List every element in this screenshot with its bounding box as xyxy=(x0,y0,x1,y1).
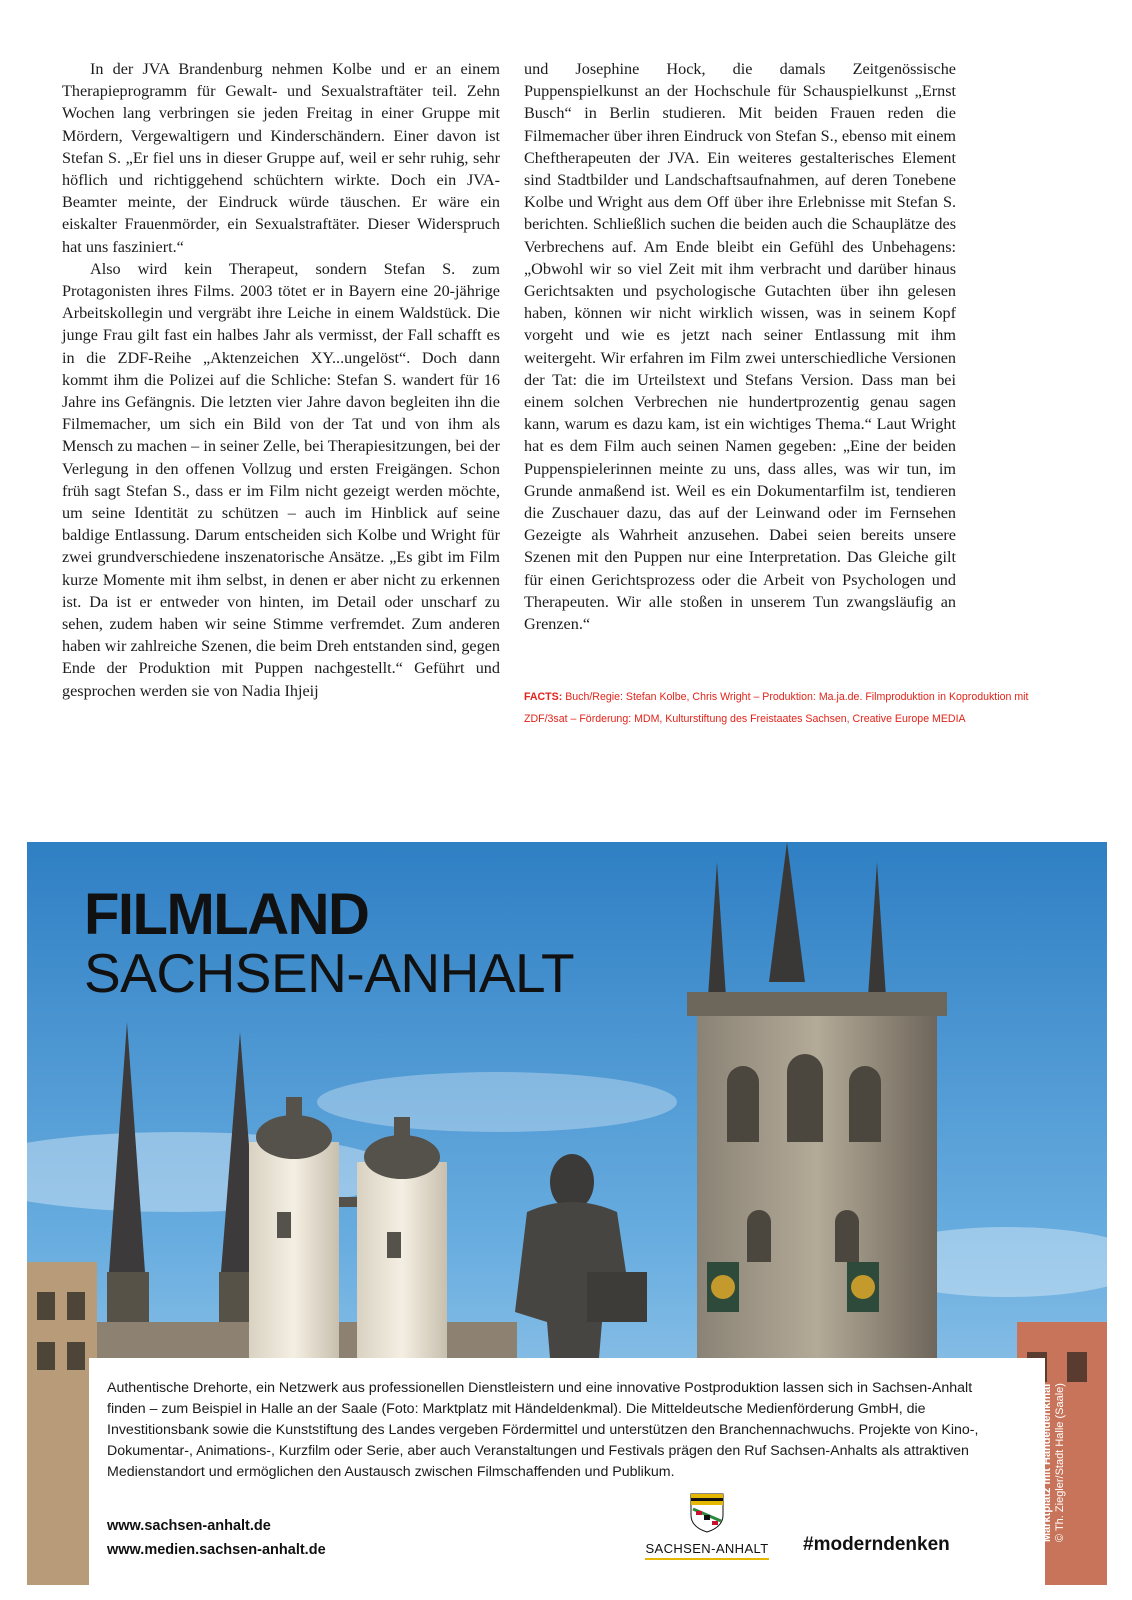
facts-label: FACTS: xyxy=(524,691,563,703)
link-sachsen-anhalt[interactable]: www.sachsen-anhalt.de xyxy=(107,1518,271,1534)
ad-text-box xyxy=(89,1358,1045,1585)
film-facts xyxy=(524,686,1069,730)
article-paragraph: In der JVA Brandenburg nehmen Kolbe und er an einem Therapieprogramm für Gewalt- und Sexualstraftäter teil. Zehn Wochen lang verbringen sie jeden Freitag in einer Gruppe mit Mördern, Vergewaltigern und Kinderschändern. Einer davon ist Stefan S. „Er fiel uns in dieser Gruppe auf, weil er sehr ruhig, sehr höflich und richtiggehend schüchtern wirkte. Doch ein JVA-Beamter meinte, der Eindruck würde täuschen. Er wäre ein eiskalter Frauenmörder, ein Sexualstraftäter. Dieser Widerspruch hat uns fasziniert.“ xyxy=(62,60,500,256)
photo-credit-caption: Marktplatz mit Händeldenkmal xyxy=(1041,1383,1053,1542)
ad-title-line2: SACHSEN-ANHALT xyxy=(84,942,575,1004)
state-logo xyxy=(637,1493,777,1560)
coat-of-arms-icon xyxy=(690,1493,724,1533)
link-medien-sachsen-anhalt[interactable]: www.medien.sachsen-anhalt.de xyxy=(107,1542,326,1558)
article-column-right xyxy=(524,58,956,635)
state-logo-text: SACHSEN-ANHALT xyxy=(645,1541,768,1560)
article-paragraph: Also wird kein Therapeut, sondern Stefan S. zum Protagonisten ihres Films. 2003 tötet er in Bayern eine 20-jährige Arbeitskollegin und vergräbt ihre Leiche in einem Waldstück. Die junge Frau gilt fast ein halbes Jahr als vermisst, der Fall schafft es in die ZDF-Reihe „Aktenzeichen XY...ungelöst“. Doch dann kommt ihm die Polizei auf die Schliche: Stefan S. wandert für 16 Jahre ins Gefängnis. Die letzten vier Jahre davon begleiten ihn die Filmemacher, um sich ein Bild von der Tat und von ihm als Mensch zu machen – in seiner Zelle, bei Therapiesitzungen, bei der Verlegung in den offenen Vollzug und ersten Freigängen. Schon früh sagt Stefan S., dass er im Film nicht gezeigt werden möchte, um seine Identität zu schützen – auch im Hinblick auf seine baldige Entlassung. Darum entscheiden sich Kolbe und Wright für zwei grundverschiedene inszenatorische Ansätze. „Es gibt im Film kurze Momente mit ihm selbst, in denen er aber nicht zu erkennen ist. Da ist er entweder von hinten, im Detail oder unscharf zu sehen, zudem haben wir seine Stimme verfremdet. Zum anderen haben wir zahlreiche Szenen, die beim Dreh entstanden sind, gegen Ende der Produktion mit Puppen nachgestellt.“ Geführt und gesprochen werden sie von Nadia Ihjeij xyxy=(62,259,500,700)
article xyxy=(62,58,1072,738)
photo-credit-copyright: © Th. Ziegler/Stadt Halle (Saale) xyxy=(1054,1383,1066,1542)
article-paragraph: und Josephine Hock, die damals Zeitgenössische Puppenspielkunst an der Hochschule für Schauspielkunst „Ernst Busch“ in Berlin studieren. Mit beiden Frauen reden die Filmemacher über ihren Eindruck von Stefan S., ebenso mit einem Cheftherapeuten der JVA. Ein weiteres gestalterisches Element sind Stadtbilder und Landschaftsaufnahmen, auf deren Tonebene Kolbe und Wright aus dem Off über ihre Erlebnisse mit Stefan S. berichten. Schließlich suchen die beiden auch die Schauplätze des Verbrechens auf. Am Ende bleibt ein Gefühl des Unbehagens: „Obwohl wir so viel Zeit mit ihm verbracht und darüber hinaus Gerichtsakten und psychologische Gutachten über ihn gelesen haben, können wir nicht wirklich wissen, was in seinem Kopf vorgeht und wie es jetzt nach seiner Entlassung mit ihm weitergeht. Wir erfahren im Film zwei unterschiedliche Versionen der Tat: die im Urteilstext und Stefans Version. Dass man bei einem solchen Verbrechen nie hundertprozentig genau sagen kann, warum es dazu kam, ist ein wichtiges Thema.“ Laut Wright hat es dem Film auch seinen Namen gegeben: „Eine der beiden Puppenspielerinnen meinte zu uns, dass alles, was wir tun, im Grunde anmaßend ist. Weil es ein Dokumentarfilm ist, tendieren die Zuschauer dazu, das auf der Leinwand oder im Fernsehen Gezeigte als Wahrheit anzusehen. Dabei seien bereits unsere Szenen mit den Puppen nur eine Interpretation. Das Gleiche gilt für einen Gerichtsprozess oder die Arbeit von Psychologen und Therapeuten. Wir alle stoßen in unserem Tun zwangsläufig an Grenzen.“ xyxy=(524,60,957,634)
photo-credit xyxy=(1041,1342,1067,1542)
ad-links xyxy=(107,1514,326,1562)
ad-title-line1: FILMLAND xyxy=(84,882,369,947)
hashtag: #moderndenken xyxy=(803,1534,950,1555)
article-column-left xyxy=(62,58,500,702)
ad-title xyxy=(84,882,575,1004)
advertisement xyxy=(27,842,1107,1585)
facts-text: Buch/Regie: Stefan Kolbe, Chris Wright – Produktion: Ma.ja.de. Filmproduktion in Koproduktion mit ZDF/3sat – Förderung: MDM, Kulturstiftung des Freistaates Sachsen, Creative Europe MEDIA xyxy=(524,691,1029,725)
ad-body-text: Authentische Drehorte, ein Netzwerk aus professionellen Dienstleistern und eine innovative Postproduktion lassen sich in Sachsen-Anhalt finden – zum Beispiel in Halle an der Saale (Foto: Marktplatz mit Händeldenkmal). Die Mitteldeutsche Medienförderung GmbH, die Investitionsbank sowie die Kunststiftung des Landes vergeben Fördermittel und unterstützen den Branchennachwuchs. Projekte von Kino-, Dokumentar-, Animations-, Kurzfilm oder Serie, aber auch Veranstaltungen und Festivals prägen den Ruf Sachsen-Anhalts als attraktiven Medienstandort und ermöglichen den Austausch zwischen Filmschaffenden und Publikum. xyxy=(107,1380,979,1480)
